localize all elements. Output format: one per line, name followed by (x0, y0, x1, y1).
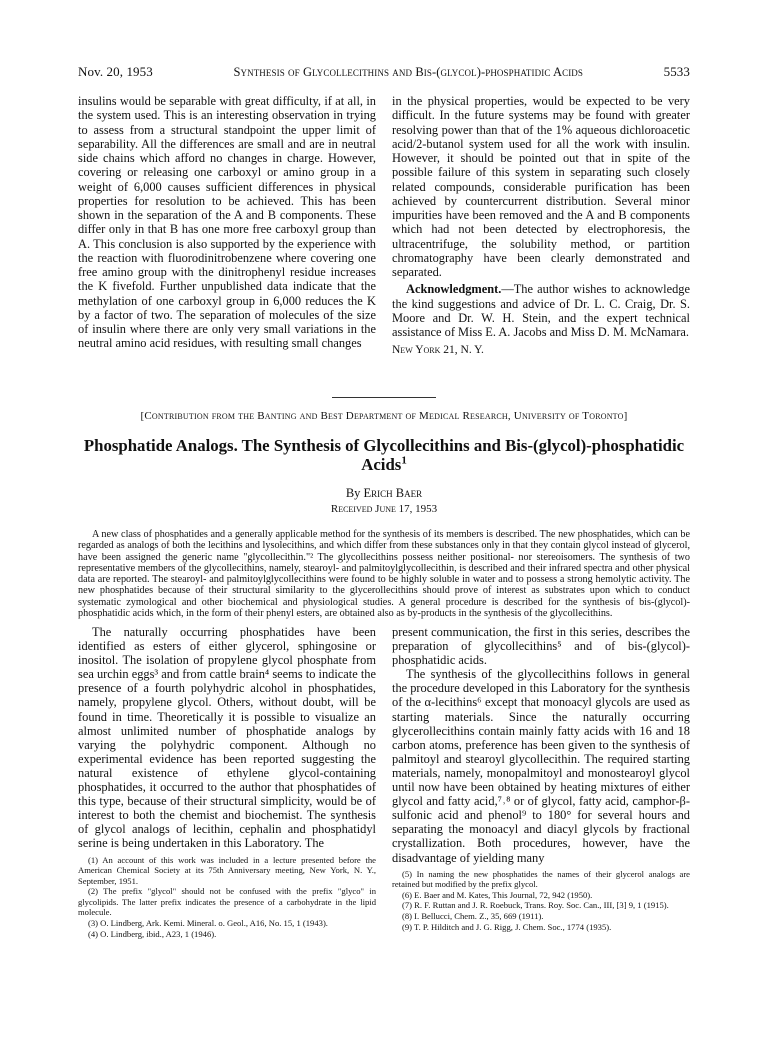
footnotes-right (392, 869, 690, 933)
article-right-column (392, 625, 690, 939)
footnotes-left (78, 855, 376, 940)
footnote: (3) O. Lindberg, Ark. Kemi. Mineral. o. Geol., A16, No. 15, 1 (1943). (88, 918, 328, 929)
author-location: New York 21, N. Y. (392, 344, 484, 357)
footnote: (2) The prefix "glycol" should not be confused with the prefix "glyco" in glycolipids. The latter prefix indicates the presence of a carbohydrate in the lipid molecule. (78, 886, 376, 918)
previous-article-columns (78, 94, 690, 358)
footnote: (1) An account of this work was included in a lecture presented before the American Chemical Society at its 75th Anniversary meeting, New York, N. Y., September, 1951. (78, 854, 376, 886)
footnote: (9) T. P. Hilditch and J. G. Rigg, J. Chem. Soc., 1774 (1935). (402, 921, 612, 932)
acknowledgment-paragraph (392, 282, 690, 339)
article-left-column (78, 625, 376, 939)
running-title: Synthesis of Glycollecithins and Bis-(glycol)-phosphatidic Acids (233, 65, 583, 79)
abstract (78, 529, 690, 619)
contribution-line: [Contribution from the Banting and Best Department of Medical Research, University of Toronto] (140, 410, 628, 422)
page-header (78, 64, 690, 82)
footnote: (6) E. Baer and M. Kates, This Journal, 72, 942 (1950). (402, 889, 593, 900)
body-paragraph: The synthesis of the glycollecithins follows in general the procedure developed in this Laboratory for the synthesis of the α-lecithins⁶ except that monoacyl glycols are used as starting materials. Since the naturally occurring glycerollecithins contain mainly fatty acids with 16 and 18 carbon atoms, preference has been given to the synthesis of palmitoyl and stearoyl glycollecithin. The required starting materials, namely, monopalmitoyl and monostearoyl glycol until now have been obtained by heating mixtures of either glycol and fatty acid,⁷˒⁸ or of glycol, fatty acid, camphor-β-sulfonic acid and phenol⁹ to 180° for several hours and separating the monoacyl and diacyl glycols by fractional crystallization. Both procedures, however, have the disadvantage of yielding many (392, 667, 690, 865)
abstract-text: A new class of phosphatides and a generally applicable method for the synthesis of its members is described. The new phosphatides, which can be regarded as analogs of both the lecithins and lysolecithins, and which differ from these substances only in that they contain glycol instead of glycerol, have been assigned the generic name "glycollecithin."² The glycollecithins possess neither positional- nor stereoisomers. The synthesis of two representative members of the glycollecithins, namely, stearoyl- and palmitoylglycollecithin, is described and their infrared spectra and other physical data are reported. The stearoyl- and palmitoylglycollecithins were found to be highly soluble in water and to possess a strong hemolytic activity. The new phosphatides because of their structural similarity to the glycerollecithins should prove of interest as substrates upon which to conduct systematic zymological and other biochemical and physiological studies. A general procedure is described for the synthesis of bis-(glycol)-phosphatidic acids which, in the form of their phenyl esters, are obtained also as by-products in the synthesis of the glycollecithins. (78, 529, 690, 620)
article-title (72, 436, 696, 474)
title-footnote-mark: 1 (401, 454, 407, 467)
issue-date: Nov. 20, 1953 (78, 64, 153, 79)
acknowledgment-heading: Acknowledgment. (406, 282, 502, 297)
previous-article-right-column (392, 94, 690, 358)
author-name: Erich Baer (363, 486, 423, 500)
footnote: (4) O. Lindberg, ibid., A23, 1 (1946). (88, 928, 217, 939)
previous-article-left-column (78, 94, 376, 358)
previous-article-paragraph: insulins would be separable with great difficulty, if at all, in the system used. This is an interesting observation in trying to assess from a structural standpoint the upper limit of separability. All the differences are small and are in neutral side chains which afford no changes in charge. However, covering or releasing one carboxyl or amino group in a weight of 6,000 causes sufficient differences in physical properties for resolution to be achieved. This has been shown in the separation of the A and B components. These differ only in that B has one more free carboxyl group than A. This conclusion is also supported by the experience with the reaction with fluorodinitrobenzene where covering one free amino group with the dinitrophenyl residue increases the K fivefold. Further unpublished data indicate that the methylation of one carboxyl group in 6,000 reduces the K by a factor of two. The separation of molecules of the size of insulin where there are only very small variations in the neutral amino acid residues, with resulting small changes (78, 94, 376, 351)
body-paragraph: present communication, the first in this series, describes the preparation of glycollecithins⁵ and of bis-(glycol)-phosphatidic acids. (392, 625, 690, 668)
section-divider (332, 397, 436, 398)
footnote: (5) In naming the new phosphatides the names of their glycerol analogs are retained but modified by the prefix glycol. (392, 868, 690, 890)
footnote: (8) I. Bellucci, Chem. Z., 35, 669 (1911). (402, 910, 544, 921)
footnote: (7) R. F. Ruttan and J. R. Roebuck, Trans. Roy. Soc. Can., III, [3] 9, 1 (1915). (402, 900, 669, 911)
received-date: Received June 17, 1953 (330, 503, 438, 515)
page-number: 5533 (663, 64, 690, 79)
body-paragraph: The naturally occurring phosphatides have been identified as esters of either glycerol, sphingosine or inositol. The isolation of propylene glycol phosphate from sea urchin eggs³ and from cattle brain⁴ seems to indicate the presence of a fourth polyhydric alcohol in phosphatides, namely, propylene glycol. Others, without doubt, will be found in time. Theoretically it is possible to visualize an almost unlimited number of phosphatide analogs by varying the polyhydric component. Although no experimental evidence has been reported suggesting the natural existence of ethylene glycol-containing phosphatides, it occurred to the author that phosphatides of this type, because of their structural simplicity, would be of interest to both the chemist and biochemist. The synthesis of glycol analogs of lecithin, cephalin and phosphatidyl serine is being undertaken in this Laboratory. The (78, 625, 376, 851)
author-line (0, 486, 768, 501)
author-by: By (345, 486, 361, 500)
article-title-text: Phosphatide Analogs. The Synthesis of Glycollecithins and Bis-(glycol)-phosphatidic Acids (83, 436, 685, 474)
article-body-columns (78, 625, 690, 939)
previous-article-conclusion: in the physical properties, would be expected to be very difficult. In the future systems may be found with greater resolving power than that of the 1% aqueous dichloroacetic acid/2-butanol system used for all the work with insulin. However, it should be pointed out that in spite of the possible failure of this system in separating such closely related compounds, considerable purification has been achieved by countercurrent distribution. Several minor impurities have been removed and the A and B components which had not been detected by electrophoresis, the ultracentrifuge, the solubility method, or partition chromatography have been clearly demonstrated and separated. (392, 94, 690, 279)
acknowledgment-text: —The author wishes to acknowledge the kind suggestions and advice of Dr. L. C. Craig, Dr. S. Moore and Dr. W. H. Stein, and the expert technical assistance of Miss E. A. Jacobs and Miss D. M. McNamara. (392, 282, 690, 339)
